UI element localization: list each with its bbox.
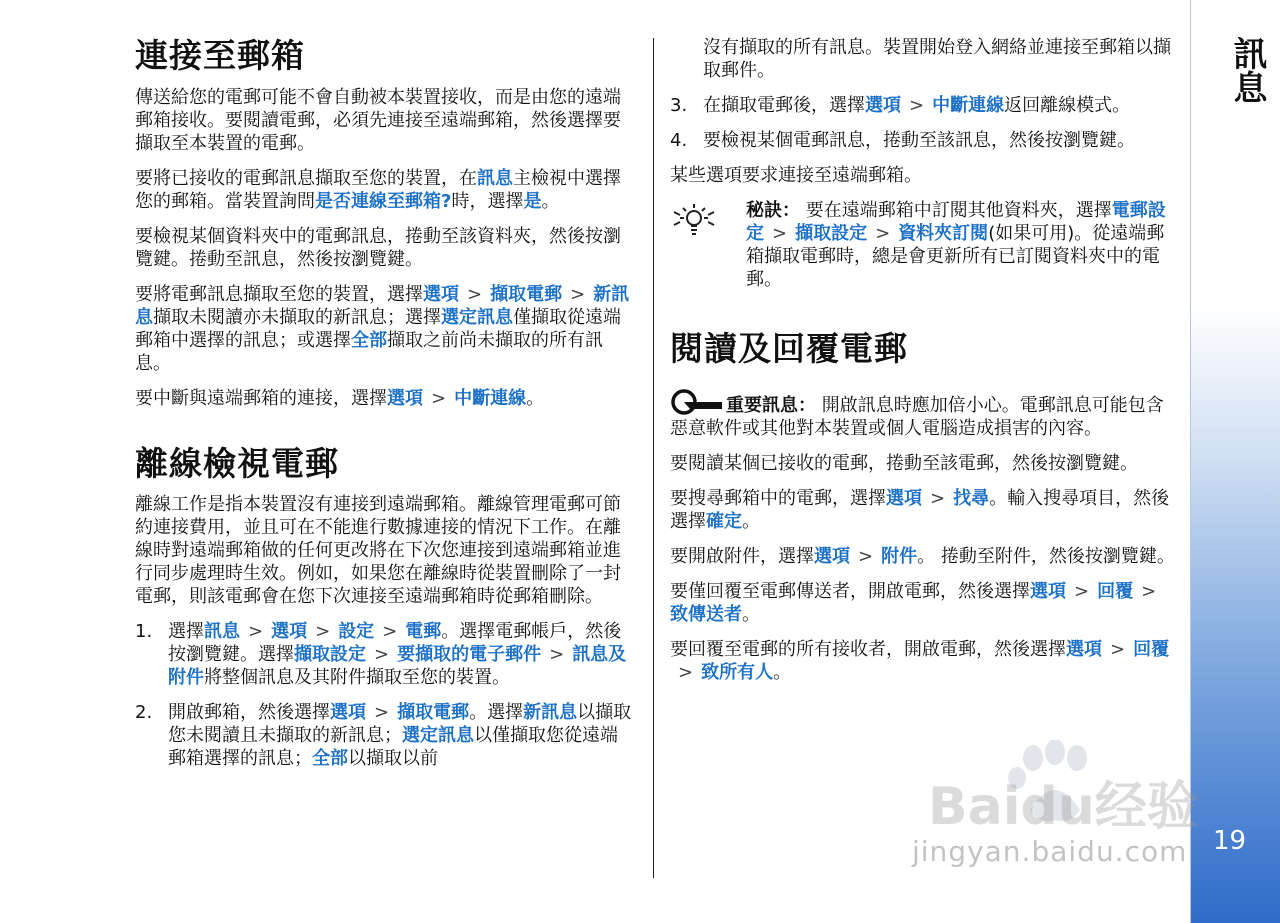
paragraph — [670, 545, 1175, 568]
menu-keyword: 選項 — [814, 545, 850, 567]
menu-path-separator: > — [678, 661, 694, 683]
tip-body — [746, 200, 1166, 290]
text-run: 擷取之前尚未擷取的所有訊息。 — [135, 329, 603, 374]
text-run: 。選擇 — [469, 702, 524, 724]
tip-label: 秘訣： — [746, 200, 800, 221]
list-item — [135, 620, 635, 689]
menu-keyword: 選項 — [271, 621, 308, 643]
menu-keyword: 擷取設定 — [795, 223, 868, 244]
chapter-title: 訊息 — [1227, 36, 1267, 104]
paragraph: 要閱讀某個已接收的電郵，捲動至該電郵，然後按瀏覽鍵。 — [670, 452, 1138, 474]
paragraph — [670, 580, 1175, 626]
column-divider — [653, 38, 654, 878]
step-text — [168, 702, 631, 769]
menu-keyword: 訊息 — [204, 621, 240, 643]
step-number: 2. — [135, 702, 153, 724]
steps-list — [135, 620, 635, 770]
menu-keyword: 擷取電郵 — [490, 283, 563, 305]
menu-path-separator: > — [549, 644, 565, 666]
text-run: 選擇 — [168, 621, 204, 643]
menu-keyword: 選項 — [886, 487, 922, 509]
menu-keyword: 回覆 — [1133, 638, 1170, 660]
text-run: 要僅回覆至電郵傳送者，開啟電郵，然後選擇 — [670, 580, 1030, 602]
important-note — [670, 389, 1175, 440]
text-run: 。 捲動至附件，然後按瀏覽鍵。 — [917, 545, 1175, 567]
text-run: 僅擷取從遠端郵箱中選擇的訊息；或選擇 — [135, 306, 621, 351]
step-text — [703, 95, 1130, 116]
text-run: 返回離線模式。 — [1004, 95, 1131, 116]
menu-path-separator: > — [315, 621, 331, 643]
paragraph — [135, 167, 635, 213]
menu-path-separator: > — [772, 223, 788, 244]
paragraph — [670, 638, 1175, 684]
menu-keyword: 選定訊息 — [441, 306, 513, 328]
menu-keyword: 附件 — [881, 545, 918, 567]
menu-keyword: 致傳送者 — [670, 603, 742, 625]
text-run: 要在遠端郵箱中訂閱其他資料夾，選擇 — [805, 200, 1112, 221]
menu-keyword: 全部 — [351, 329, 387, 351]
menu-path-separator: > — [248, 621, 264, 643]
text-run: 以擷取您未閱讀且未擷取的新訊息； — [168, 702, 632, 747]
menu-keyword: 選定訊息 — [402, 725, 474, 747]
paragraph: 傳送給您的電郵可能不會自動被本裝置接收，而是由您的遠端郵箱接收。要閱讀電郵，必須先連接至遠端郵箱，然後選擇要擷取至本裝置的電郵。 — [135, 86, 621, 154]
menu-keyword: 回覆 — [1097, 580, 1134, 602]
text-run: 。 — [773, 661, 792, 683]
menu-keyword: 資料夾訂閱 — [898, 223, 989, 244]
menu-path-separator: > — [374, 644, 390, 666]
paragraph: 離線工作是指本裝置沒有連接到遠端郵箱。離線管理電郵可節約連接費用，並且可在不能進行數據連接的情況下工作。在離線時對遠端郵箱做的任何更改將在下次您連接到遠端郵箱並進行同步處理時生效。例如，如果您在離線時從裝置刪除了一封電郵，則該電郵會在您下次連接至遠端郵箱時從郵箱刪除。 — [135, 494, 621, 608]
step-text: 要檢視某個電郵訊息，捲動至該訊息，然後按瀏覽鍵。 — [703, 130, 1135, 151]
paragraph: 某些選項要求連接至遠端郵箱。 — [670, 165, 922, 186]
menu-keyword: 電郵 — [405, 621, 442, 643]
menu-path-separator: > — [858, 545, 874, 567]
section-heading-read-reply: 閱讀及回覆電郵 — [670, 329, 908, 368]
tip-text — [746, 199, 1175, 291]
menu-path-separator: > — [1141, 580, 1157, 602]
text-run: (如果可用)。從遠端郵箱擷取電郵時，總是會更新所有已訂閱資料夾中的電郵。 — [746, 223, 1165, 290]
warning-hand-icon — [670, 389, 726, 415]
menu-keyword: 設定 — [338, 621, 375, 643]
menu-keyword: 擷取設定 — [294, 644, 366, 666]
text-run: 時，選擇 — [451, 190, 524, 212]
list-item — [670, 129, 1175, 152]
menu-keyword: 選項 — [423, 283, 459, 305]
menu-keyword: 訊息及附件 — [168, 644, 627, 689]
menu-keyword: 電郵設定 — [746, 200, 1166, 244]
menu-keyword: 找尋 — [953, 487, 990, 509]
menu-keyword: 中斷連線 — [454, 387, 527, 409]
text-run: 擷取未閱讀亦未擷取的新訊息；選擇 — [153, 306, 441, 328]
left-column — [135, 30, 635, 782]
text-run: 將整個訊息及其附件擷取至您的裝置。 — [204, 667, 510, 689]
step-number: 4. — [670, 130, 688, 151]
menu-path-separator: > — [431, 387, 447, 409]
text-run: 開啟郵箱，然後選擇 — [168, 702, 330, 724]
text-run: 要開啟附件，選擇 — [670, 545, 814, 567]
text-run: 。 — [541, 190, 560, 212]
menu-keyword: 選項 — [387, 387, 423, 409]
menu-keyword: 選項 — [330, 702, 366, 724]
menu-keyword: 擷取電郵 — [397, 702, 470, 724]
text-run: 。選擇電郵帳戶，然後按瀏覽鍵。選擇 — [168, 621, 622, 666]
menu-path-separator: > — [570, 283, 586, 305]
text-run: 要將電郵訊息擷取至您的裝置，選擇 — [135, 283, 423, 305]
paragraph: 沒有擷取的所有訊息。裝置開始登入網絡並連接至郵箱以擷取郵件。 — [703, 37, 1171, 81]
step-number: 1. — [135, 621, 153, 643]
menu-path-separator: > — [1110, 638, 1126, 660]
text-run: 以僅擷取您從遠端郵箱選擇的訊息； — [168, 725, 618, 770]
menu-keyword: 選項 — [1030, 580, 1066, 602]
menu-path-separator: > — [374, 702, 390, 724]
menu-keyword: 中斷連線 — [932, 95, 1005, 116]
text-run: 要將已接收的電郵訊息擷取至您的裝置，在 — [135, 167, 477, 189]
right-column — [670, 36, 1175, 696]
menu-keyword: 新訊息 — [135, 283, 630, 328]
menu-keyword: 選項 — [1066, 638, 1102, 660]
text-run: 。 — [526, 387, 545, 409]
watermark-url: jingyan.baidu.com — [912, 835, 1188, 868]
step-text — [168, 621, 626, 688]
menu-keyword: 確定 — [706, 510, 742, 532]
menu-keyword: 新訊息 — [523, 702, 578, 724]
list-item — [670, 94, 1175, 117]
watermark-brand: Baidu经验 — [928, 777, 1199, 837]
menu-path-separator: > — [909, 95, 925, 116]
text-run: 在擷取電郵後，選擇 — [703, 95, 865, 116]
menu-path-separator: > — [930, 487, 946, 509]
menu-keyword: 致所有人 — [701, 661, 774, 683]
list-item — [135, 701, 635, 770]
text-run: 主檢視中選擇您的郵箱。當裝置詢問 — [135, 167, 621, 212]
paragraph — [135, 387, 635, 410]
text-run: 。 — [742, 510, 760, 532]
paragraph: 要檢視某個資料夾中的電郵訊息，捲動至該資料夾，然後按瀏覽鍵。捲動至訊息，然後按瀏覽鍵。 — [135, 225, 621, 270]
menu-keyword: 選項 — [865, 95, 901, 116]
steps-list — [670, 94, 1175, 152]
note-text: 開啟訊息時應加倍小心。電郵訊息可能包含惡意軟件或其他對本裝置或個人電腦造成損害的內容。 — [670, 394, 1164, 439]
text-run: 。輸入搜尋項目，然後選擇 — [670, 487, 1170, 532]
menu-path-separator: > — [875, 223, 891, 244]
section-heading-offline: 離線檢視電郵 — [135, 443, 339, 483]
menu-path-separator: > — [1074, 580, 1090, 602]
paragraph — [670, 487, 1175, 533]
text-run: 。 — [742, 603, 760, 625]
text-run: 要搜尋郵箱中的電郵，選擇 — [670, 487, 886, 509]
text-run: 以擷取以前 — [348, 748, 438, 770]
menu-keyword: 要擷取的電子郵件 — [397, 644, 542, 666]
menu-keyword: 全部 — [312, 748, 348, 770]
tip-box — [670, 199, 1175, 291]
section-heading-connect: 連接至郵箱 — [135, 36, 305, 75]
menu-keyword: 訊息 — [477, 167, 513, 189]
step-number: 3. — [670, 95, 688, 116]
menu-keyword: 是否連線至郵箱? — [315, 190, 452, 212]
text-run: 要回覆至電郵的所有接收者，開啟電郵，然後選擇 — [670, 638, 1066, 660]
lightbulb-icon — [672, 203, 716, 239]
text-run: 要中斷與遠端郵箱的連接，選擇 — [135, 387, 387, 409]
page-number: 19 — [1213, 826, 1247, 856]
menu-path-separator: > — [382, 621, 398, 643]
menu-keyword: 是 — [523, 190, 542, 212]
note-label: 重要訊息： — [726, 394, 816, 416]
menu-path-separator: > — [467, 283, 483, 305]
paragraph — [135, 283, 635, 375]
